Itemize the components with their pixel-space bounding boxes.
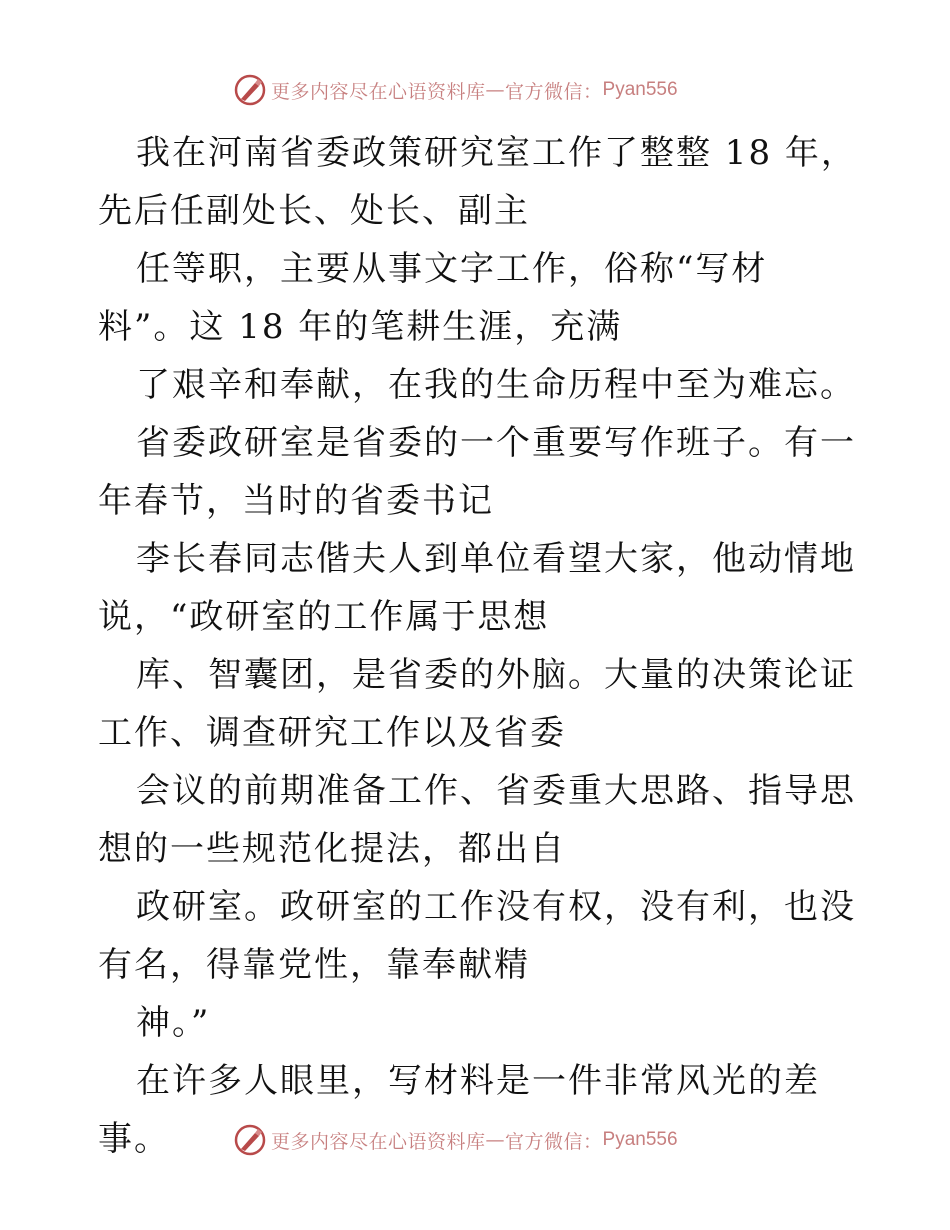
paragraph-3: 了艰辛和奉献，在我的生命历程中至为难忘。 — [136, 365, 856, 405]
paragraph-1: 我在河南省委政策研究室工作了整整 18 年，先后任副处长、处长、副主 — [98, 133, 857, 231]
document-body — [98, 124, 858, 1168]
watermark-id: Pyan556 — [602, 1129, 678, 1150]
watermark-brand: 更多内容尽在心语资料库 — [271, 1130, 486, 1153]
paragraph-4: 省委政研室是省委的一个重要写作班子。有一年春节，当时的省委书记 — [98, 423, 856, 521]
paragraph-8: 政研室。政研室的工作没有权，没有利，也没有名，得靠党性，靠奉献精 — [98, 887, 856, 985]
paragraph-6: 库、智囊团，是省委的外脑。大量的决策论证工作、调查研究工作以及省委 — [98, 655, 856, 753]
paragraph-5: 李长春同志偕夫人到单位看望大家，他动情地说，“政研室的工作属于思想 — [98, 539, 856, 637]
paragraph-10: 在许多人眼里，写材料是一件非常风光的差事。 — [98, 1061, 820, 1159]
paragraph-9: 神。” — [136, 1003, 211, 1043]
pen-logo-icon — [233, 73, 267, 107]
pen-logo-icon — [233, 1123, 267, 1157]
watermark-id: Pyan556 — [602, 79, 678, 100]
paragraph-7: 会议的前期准备工作、省委重大思路、指导思想的一些规范化提法，都出自 — [98, 771, 856, 869]
watermark-label: 官方微信： — [505, 1130, 603, 1153]
watermark-separator: — — [485, 1129, 506, 1151]
footer-watermark — [233, 1122, 678, 1158]
watermark-brand: 更多内容尽在心语资料库 — [271, 80, 486, 103]
paragraph-2: 任等职，主要从事文字工作，俗称“写材料”。这 18 年的笔耕生涯，充满 — [98, 249, 768, 347]
watermark-separator: — — [485, 79, 506, 101]
watermark-label: 官方微信： — [505, 80, 603, 103]
header-watermark — [233, 72, 678, 108]
